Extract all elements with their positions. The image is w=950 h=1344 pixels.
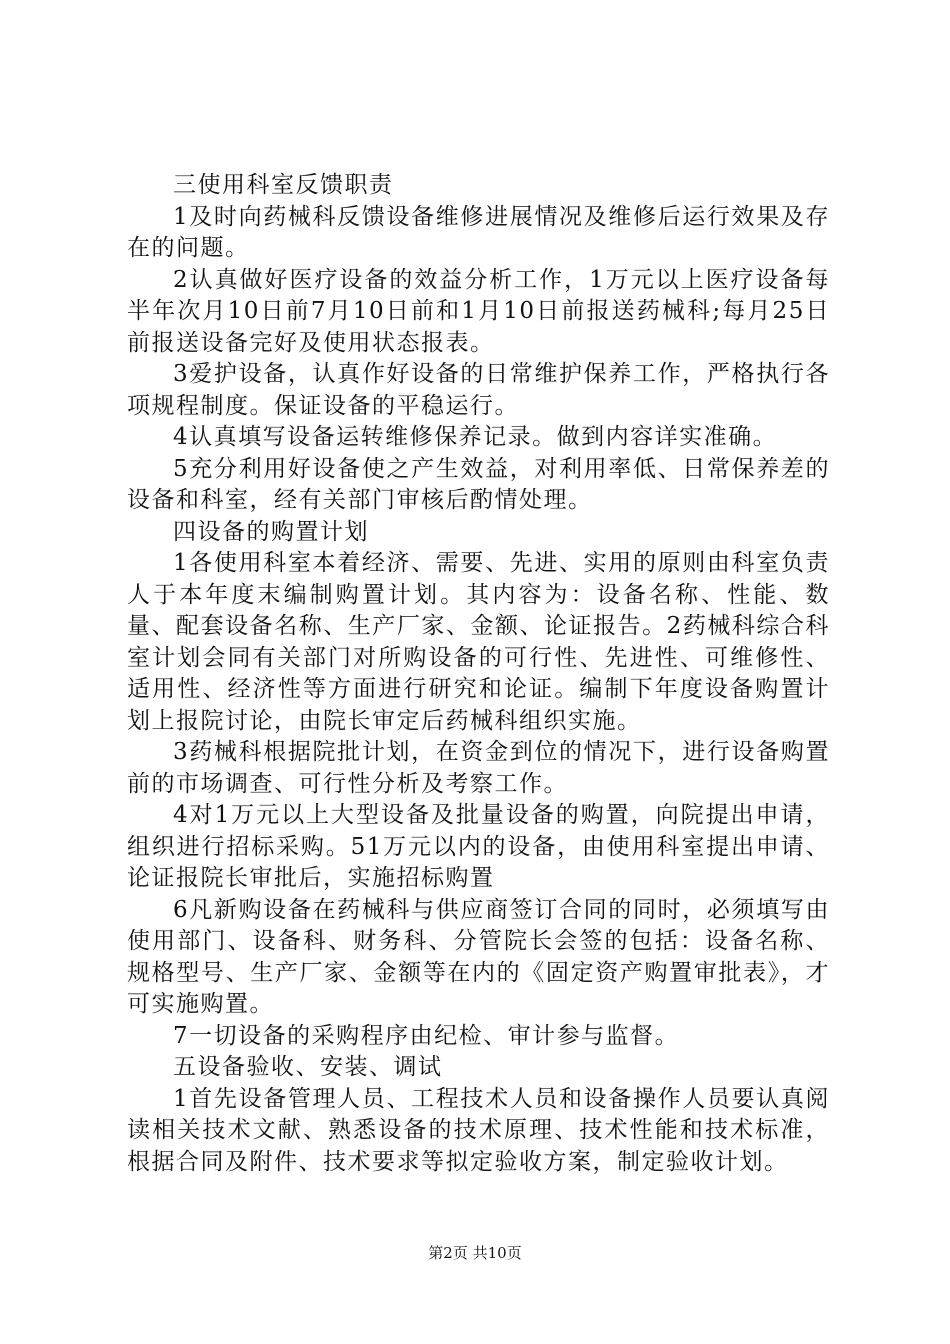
- section-heading-4: 四设备的购置计划: [173, 518, 369, 545]
- paragraph: 1及时向药械科反馈设备维修进展情况及维修后运行效果及存在的问题。: [127, 203, 830, 261]
- paragraph: 4认真填写设备运转维修保养记录。做到内容详实准确。: [173, 424, 778, 450]
- paragraph: 7一切设备的采购程序由纪检、审计参与监督。: [173, 1022, 680, 1049]
- paragraph: 3爱护设备，认真作好设备的日常维护保养工作，严格执行各项规程制度。保证设备的平稳运行。: [127, 361, 830, 419]
- paragraph: 5充分利用好设备使之产生效益，对利用率低、日常保养差的设备和科室，经有关部门审核后酌情处理。: [127, 455, 830, 513]
- paragraph: 3药械科根据院批计划，在资金到位的情况下，进行设备购置前的市场调查、可行性分析及考察工作。: [127, 739, 830, 797]
- section-heading-5: 五设备验收、安装、调试: [173, 1054, 443, 1080]
- page-number-footer: 第2页 共10页: [428, 1244, 522, 1262]
- paragraph: 1各使用科室本着经济、需要、先进、实用的原则由科室负责人于本年度末编制购置计划。其内容为：设备名称、性能、数量、配套设备名称、生产厂家、金额、论证报告。2药械科综合科室计划会同有关部门对所购设备的可行性、先进性、可维修性、适用性、经济性等方面进行研究和论证。编制下年度设备购置计划上报院讨论，由院长审定后药械科组织实施。: [127, 550, 830, 734]
- paragraph: 1首先设备管理人员、工程技术人员和设备操作人员要认真阅读相关技术文献、熟悉设备的技术原理、技术性能和技术标准，根据合同及附件、技术要求等拟定验收方案，制定验收计划。: [127, 1085, 830, 1175]
- paragraph: 4对1万元以上大型设备及批量设备的购置，向院提出申请，组织进行招标采购。51万元以内的设备，由使用科室提出申请、论证报院长审批后，实施招标购置: [127, 802, 830, 891]
- document-body: [127, 170, 830, 1178]
- paragraph: 2认真做好医疗设备的效益分析工作，1万元以上医疗设备每半年次月10日前7月10日前和1月10日前报送药械科;每月25日前报送设备完好及使用状态报表。: [127, 266, 830, 356]
- paragraph: 6凡新购设备在药械科与供应商签订合同的同时，必须填写由使用部门、设备科、财务科、分管院长会签的包括：设备名称、规格型号、生产厂家、金额等在内的《固定资产购置审批表》，才可实施购置。: [127, 896, 830, 1017]
- section-heading-3: 三使用科室反馈职责: [173, 172, 394, 198]
